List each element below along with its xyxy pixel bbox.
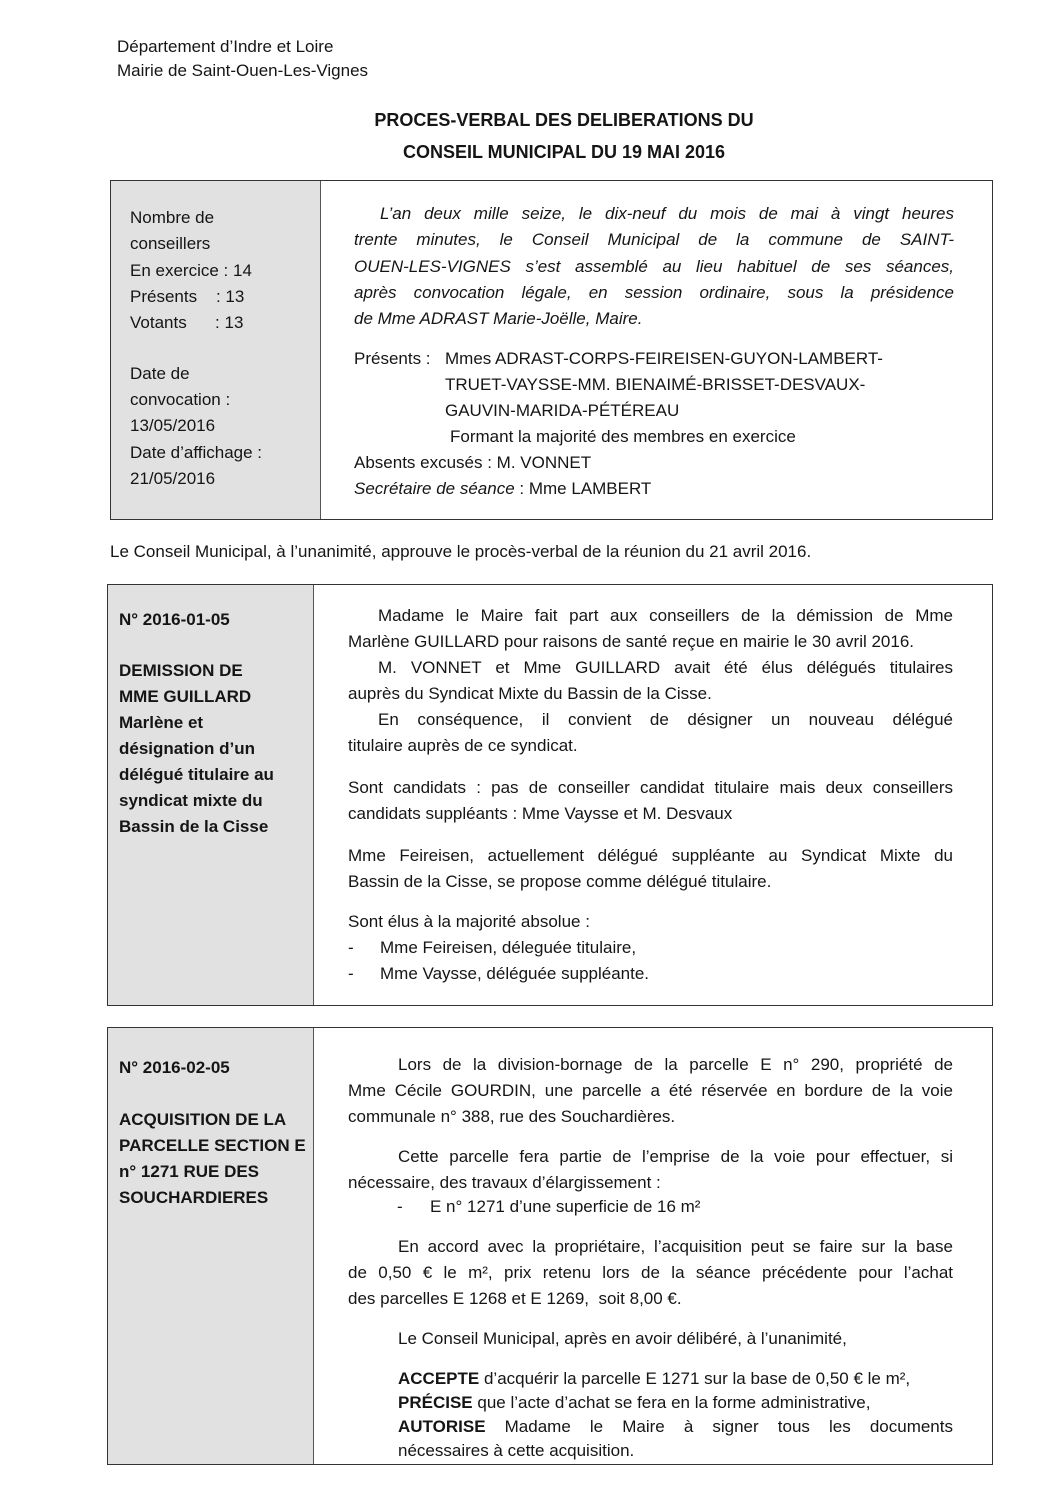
d2-p1-line-3: communale n° 388, rue des Souchardières. [348, 1107, 676, 1126]
d2-p2-line-1: Cette parcelle fera partie de l’emprise de la voie pour effectuer, si [398, 1147, 953, 1166]
d2-p3-line-3: des parcelles E 1268 et E 1269, soit 8,00 €. [348, 1289, 682, 1308]
info-posting-label: Date d’affichage : [130, 443, 262, 462]
deliberation-2-number: N° 2016-02-05 [119, 1058, 230, 1077]
info-convocation-label-2: convocation : [130, 390, 231, 409]
d2-surface-dash: - [397, 1197, 403, 1216]
absents-line: Absents excusés : M. VONNET [354, 453, 592, 472]
presents-label: Présents : [354, 349, 436, 368]
d2-autorise-line [398, 1414, 953, 1440]
secretary-line [354, 476, 651, 502]
info-convocation-label-1: Date de [130, 364, 190, 383]
d1-p5-line-1: Mme Feireisen, actuellement délégué suppléante au Syndicat Mixte du [348, 846, 953, 865]
d1-p3-line-1: En conséquence, il convient de désigner un nouveau délégué [378, 710, 953, 729]
deliberation-1-title-4: désignation d’un [119, 739, 255, 758]
deliberation-2-box [107, 1027, 993, 1465]
deliberation-2-title-3: n° 1271 RUE DES [119, 1162, 260, 1181]
deliberation-2-title-2: PARCELLE SECTION E [119, 1136, 306, 1155]
d1-elected-item-1: Mme Feireisen, déleguée titulaire, [380, 938, 637, 957]
deliberation-1-title-6: syndicat mixte du [119, 791, 263, 810]
intro-line-1: L’an deux mille seize, le dix-neuf du mois de mai à vingt heures [380, 204, 954, 223]
deliberation-1-sidebar [108, 585, 314, 1005]
d2-precise-text: que l’acte d’achat se fera en la forme administrative, [472, 1393, 871, 1412]
info-voters: Votants : 13 [130, 313, 244, 332]
department-line: Département d’Indre et Loire [117, 37, 334, 56]
intro-line-2: trente minutes, le Conseil Municipal de la commune de SAINT- [354, 230, 954, 249]
session-info-content [321, 181, 992, 519]
d1-elected-dash-2: - [348, 964, 354, 983]
deliberation-2-title-4: SOUCHARDIERES [119, 1188, 269, 1207]
deliberation-2-content [314, 1028, 992, 1464]
town-hall-line: Mairie de Saint-Ouen-Les-Vignes [117, 61, 369, 80]
d2-precise-line [398, 1390, 870, 1416]
d2-surface-item: E n° 1271 d’une superficie de 16 m² [430, 1197, 701, 1216]
d1-p2-line-2: auprès du Syndicat Mixte du Bassin de la Cisse. [348, 684, 712, 703]
d1-elected-dash-1: - [348, 938, 354, 957]
d2-p3-line-1: En accord avec la propriétaire, l’acquisition peut se faire sur la base [398, 1237, 953, 1256]
d2-p3-line-2: de 0,50 € le m², prix retenu lors de la séance précédente pour l’achat [348, 1263, 953, 1282]
presents-line-2: TRUET-VAYSSE-MM. BIENAIMÉ-BRISSET-DESVAUX- [445, 375, 866, 394]
approval-statement: Le Conseil Municipal, à l’unanimité, approuve le procès-verbal de la réunion du 21 avril 2016. [110, 542, 812, 561]
deliberation-1-number: N° 2016-01-05 [119, 610, 230, 629]
d1-p5-line-2: Bassin de la Cisse, se propose comme délégué titulaire. [348, 872, 772, 891]
d2-autorise-keyword: AUTORISE [398, 1417, 486, 1436]
info-count-label-1: Nombre de [130, 208, 215, 227]
deliberation-1-title-1: DEMISSION DE [119, 661, 243, 680]
d2-p1-line-2: Mme Cécile GOURDIN, une parcelle a été réservée en bordure de la voie [348, 1081, 953, 1100]
deliberation-1-title-3: Marlène et [119, 713, 204, 732]
deliberation-2-title-1: ACQUISITION DE LA [119, 1110, 287, 1129]
document-title-line1: PROCES-VERBAL DES DELIBERATIONS DU [374, 110, 754, 130]
intro-line-5: de Mme ADRAST Marie-Joëlle, Maire. [354, 309, 643, 328]
d2-precise-keyword: PRÉCISE [398, 1393, 473, 1412]
deliberation-1-box [107, 584, 993, 1006]
deliberation-1-title-2: MME GUILLARD [119, 687, 252, 706]
document-title-line2: CONSEIL MUNICIPAL DU 19 MAI 2016 [402, 142, 726, 162]
majority-line: Formant la majorité des membres en exercice [450, 427, 796, 446]
d2-accepte-text: d’acquérir la parcelle E 1271 sur la base de 0,50 € le m², [479, 1369, 911, 1388]
deliberation-1-title-7: Bassin de la Cisse [119, 817, 269, 836]
session-info-box [110, 180, 993, 520]
d2-p2-line-2: nécessaire, des travaux d’élargissement : [348, 1173, 661, 1192]
d1-elected-item-2: Mme Vaysse, déléguée suppléante. [380, 964, 650, 983]
d1-p4-line-2: candidats suppléants : Mme Vaysse et M. Desvaux [348, 804, 733, 823]
intro-line-4: après convocation légale, en session ordinaire, sous la présidence [354, 283, 954, 302]
d2-accepte-line [398, 1366, 910, 1392]
d1-p3-line-2: titulaire auprès de ce syndicat. [348, 736, 578, 755]
session-info-sidebar [111, 181, 321, 519]
d2-p1-line-1: Lors de la division-bornage de la parcelle E n° 290, propriété de [398, 1055, 953, 1074]
d1-p2-line-1: M. VONNET et Mme GUILLARD avait été élus délégués titulaires [378, 658, 953, 677]
deliberation-2-sidebar [108, 1028, 314, 1464]
info-count-label-2: conseillers [130, 234, 211, 253]
secretary-value: : Mme LAMBERT [514, 479, 652, 498]
d1-elected-intro: Sont élus à la majorité absolue : [348, 912, 590, 931]
intro-line-3: OUEN-LES-VIGNES s’est assemblé au lieu habituel de ses séances, [354, 257, 954, 276]
info-convocation-date: 13/05/2016 [130, 416, 216, 435]
d2-p4: Le Conseil Municipal, après en avoir délibéré, à l’unanimité, [398, 1329, 847, 1348]
info-in-office: En exercice : 14 [130, 261, 252, 280]
d2-accepte-keyword: ACCEPTE [398, 1369, 480, 1388]
d2-autorise-line-2: nécessaires à cette acquisition. [398, 1441, 635, 1460]
deliberation-1-title-5: délégué titulaire au [119, 765, 274, 784]
d1-p4-line-1: Sont candidats : pas de conseiller candidat titulaire mais deux conseillers [348, 778, 953, 797]
presents-line-3: GAUVIN-MARIDA-PÉTÉREAU [445, 401, 680, 420]
d1-p1-line-1: Madame le Maire fait part aux conseillers de la démission de Mme [378, 606, 953, 625]
d2-autorise-text: Madame le Maire à signer tous les documents [485, 1417, 953, 1436]
secretary-label: Secrétaire de séance [354, 479, 515, 498]
presents-line-1: Mmes ADRAST-CORPS-FEIREISEN-GUYON-LAMBERT- [445, 349, 883, 368]
d1-p1-line-2: Marlène GUILLARD pour raisons de santé reçue en mairie le 30 avril 2016. [348, 632, 915, 651]
info-present: Présents : 13 [130, 287, 245, 306]
deliberation-1-content [314, 585, 992, 1005]
info-posting-date: 21/05/2016 [130, 469, 216, 488]
